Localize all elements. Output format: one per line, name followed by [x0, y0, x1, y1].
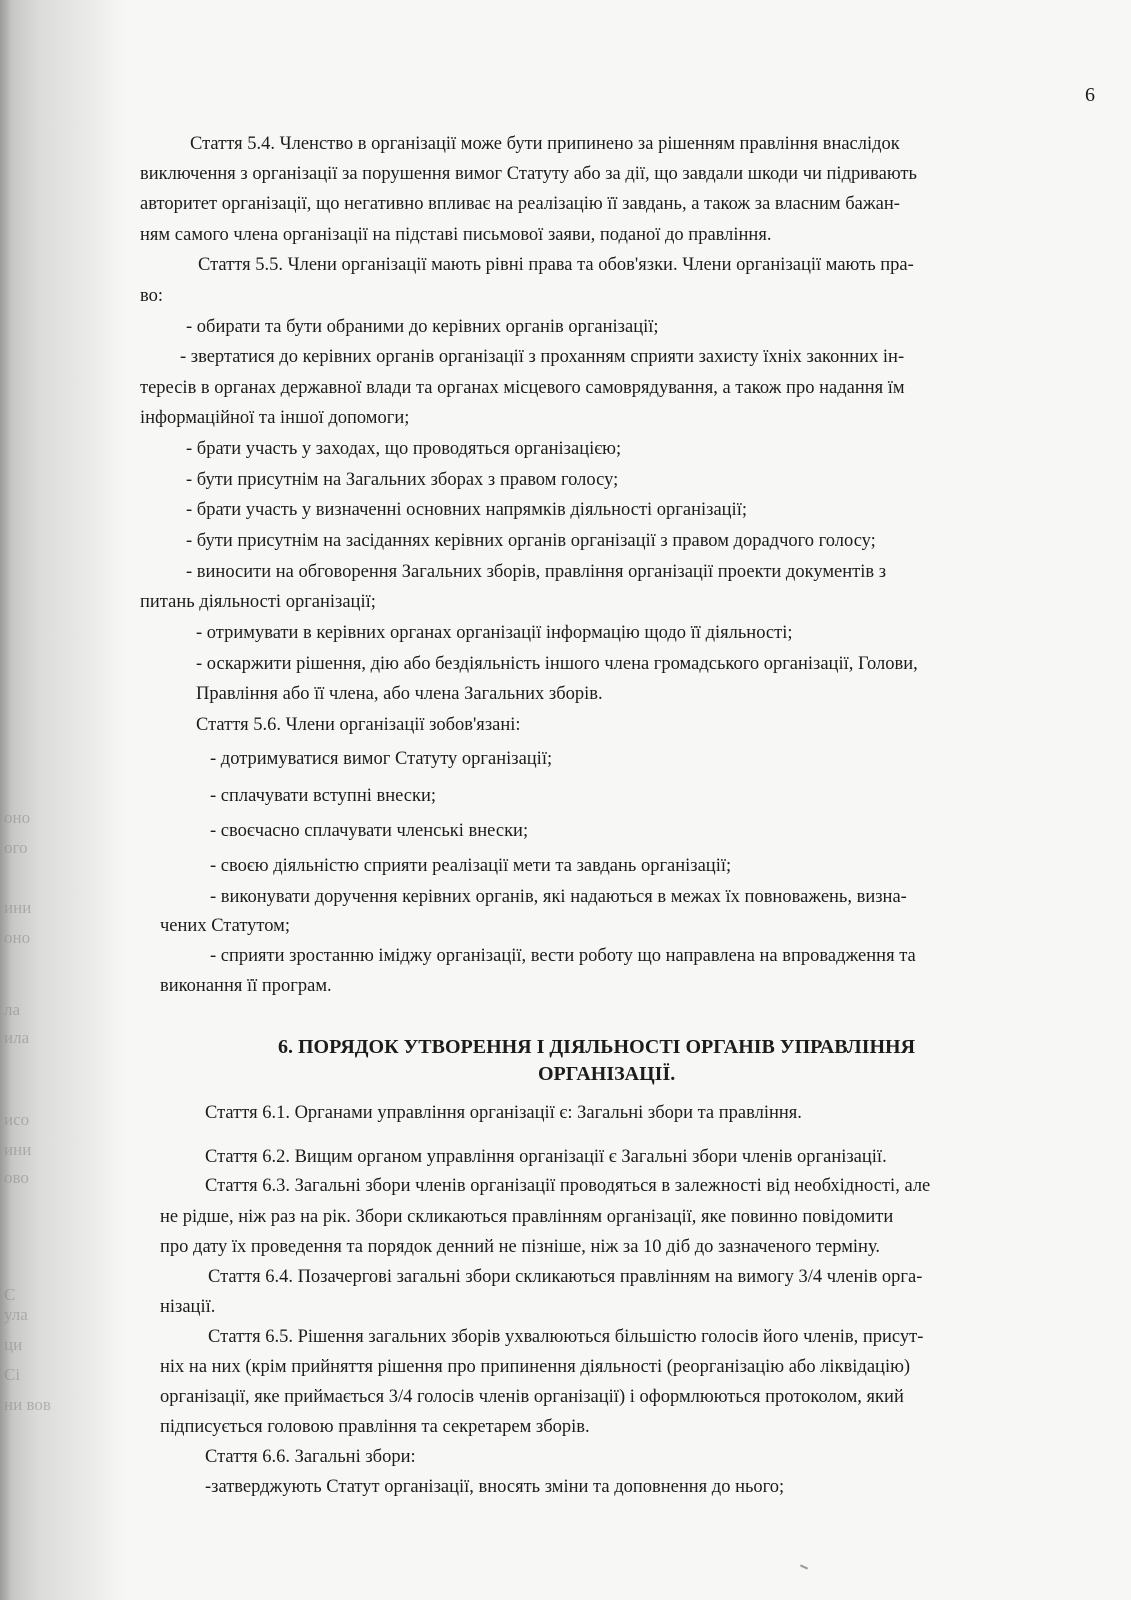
bleed-through-text: ини: [4, 1140, 32, 1159]
text-line: - виносити на обговорення Загальних зборів, правління організації проекти документів з: [186, 562, 887, 582]
text-line: інформаційної та іншої допомоги;: [140, 408, 410, 428]
section-heading: 6. ПОРЯДОК УТВОРЕННЯ І ДІЯЛЬНОСТІ ОРГАНІВ УПРАВЛІННЯ: [278, 1036, 916, 1058]
text-line: Стаття 6.2. Вищим органом управління організації є Загальні збори членів організації.: [205, 1147, 887, 1167]
section-heading: ОРГАНІЗАЦІЇ.: [538, 1063, 676, 1085]
text-line: - сприяти зростанню іміджу організації, вести роботу що направлена на впровадження та: [210, 946, 916, 966]
text-line: Стаття 5.4. Членство в організації може бути припинено за рішенням правління внаслідок: [190, 134, 900, 154]
bleed-through-text: ила: [4, 1028, 30, 1047]
text-line: Стаття 5.6. Члени організації зобов'язані:: [196, 715, 521, 735]
bleed-through-text: ци: [4, 1335, 23, 1354]
text-line: організації, яке приймається 3/4 голосів членів організації) і оформлюються протоколом, який: [160, 1387, 904, 1407]
bleed-through-text: исо: [4, 1110, 30, 1129]
bleed-through-text: ини: [4, 898, 32, 917]
text-line: - сплачувати вступні внески;: [210, 786, 437, 806]
bleed-through-text: ла: [4, 1000, 21, 1019]
text-line: тересів в органах державної влади та органах місцевого самоврядування, а також про надання їм: [140, 378, 905, 398]
text-line: ніх на них (крім прийняття рішення про припинення діяльності (реорганізацію або ліквідацію): [160, 1357, 911, 1377]
bleed-through-text: оно: [4, 928, 31, 947]
bleed-through-text: ого: [4, 838, 28, 857]
text-line: ням самого члена організації на підставі письмової заяви, поданої до правління.: [140, 225, 772, 245]
text-line: Стаття 6.4. Позачергові загальні збори скликаються правлінням на вимогу 3/4 членів орга-: [208, 1267, 923, 1287]
text-line: - звертатися до керівних органів організації з проханням сприяти захисту їхніх законних ін-: [180, 347, 905, 367]
text-line: виконання її програм.: [160, 976, 332, 996]
text-line: - брати участь у визначенні основних напрямків діяльності організації;: [186, 500, 747, 520]
text-line: -затверджують Статут організації, вносять зміни та доповнення до нього;: [205, 1477, 785, 1497]
text-line: - обирати та бути обраними до керівних органів організації;: [186, 317, 659, 337]
text-line: питань діяльності організації;: [140, 592, 376, 612]
text-line: во:: [140, 286, 163, 306]
text-line: Правління або її члена, або члена Загальних зборів.: [196, 684, 603, 704]
text-line: Стаття 6.5. Рішення загальних зборів ухвалюються більшістю голосів його членів, присут-: [208, 1327, 924, 1347]
text-line: - бути присутнім на Загальних зборах з правом голосу;: [186, 470, 619, 490]
text-line: чених Статутом;: [160, 916, 291, 936]
text-line: - бути присутнім на засіданнях керівних органів організації з правом дорадчого голосу;: [186, 531, 876, 551]
text-line: - своєчасно сплачувати членські внески;: [210, 821, 529, 841]
text-line: - виконувати доручення керівних органів, які надаються в межах їх повноважень, визна-: [210, 887, 907, 907]
bleed-through-text: ово: [4, 1168, 29, 1187]
text-line: авторитет організації, що негативно впливає на реалізацію її завдань, а також за власним бажан-: [140, 194, 900, 214]
text-line: Стаття 6.1. Органами управління організації є: Загальні збори та правління.: [205, 1103, 802, 1123]
text-line: не рідше, ніж раз на рік. Збори скликаються правлінням організації, яке повинно повідомити: [160, 1207, 894, 1227]
scan-speck: [800, 1564, 808, 1569]
bleed-through-text: С: [4, 1285, 16, 1304]
text-line: Стаття 6.3. Загальні збори членів організації проводяться в залежності від необхідності, але: [205, 1176, 931, 1196]
bleed-through-text: ни вов: [4, 1395, 51, 1414]
bleed-through-text: Сі: [4, 1365, 21, 1384]
page-number: 6: [1085, 84, 1095, 106]
bleed-through-text: ула: [4, 1305, 28, 1324]
text-line: - отримувати в керівних органах організації інформацію щодо її діяльності;: [196, 623, 793, 643]
text-line: - оскаржити рішення, дію або бездіяльність іншого члена громадського організації, Голови,: [196, 654, 918, 674]
text-line: про дату їх проведення та порядок денний не пізніше, ніж за 10 діб до зазначеного терміну.: [160, 1237, 880, 1257]
bleed-through-text: оно: [4, 808, 31, 827]
text-line: - брати участь у заходах, що проводяться організацією;: [186, 439, 622, 459]
text-line: нізації.: [160, 1297, 216, 1317]
text-line: Стаття 6.6. Загальні збори:: [205, 1447, 416, 1467]
text-line: Стаття 5.5. Члени організації мають рівні права та обов'язки. Члени організації мають пра-: [198, 255, 914, 275]
text-line: - дотримуватися вимог Статуту організації;: [210, 749, 553, 769]
text-line: виключення з організації за порушення вимог Статуту або за дії, що завдали шкоди чи підривають: [140, 164, 917, 184]
text-line: підписується головою правління та секретарем зборів.: [160, 1417, 590, 1437]
text-line: - своєю діяльністю сприяти реалізації мети та завдань організації;: [210, 856, 732, 876]
